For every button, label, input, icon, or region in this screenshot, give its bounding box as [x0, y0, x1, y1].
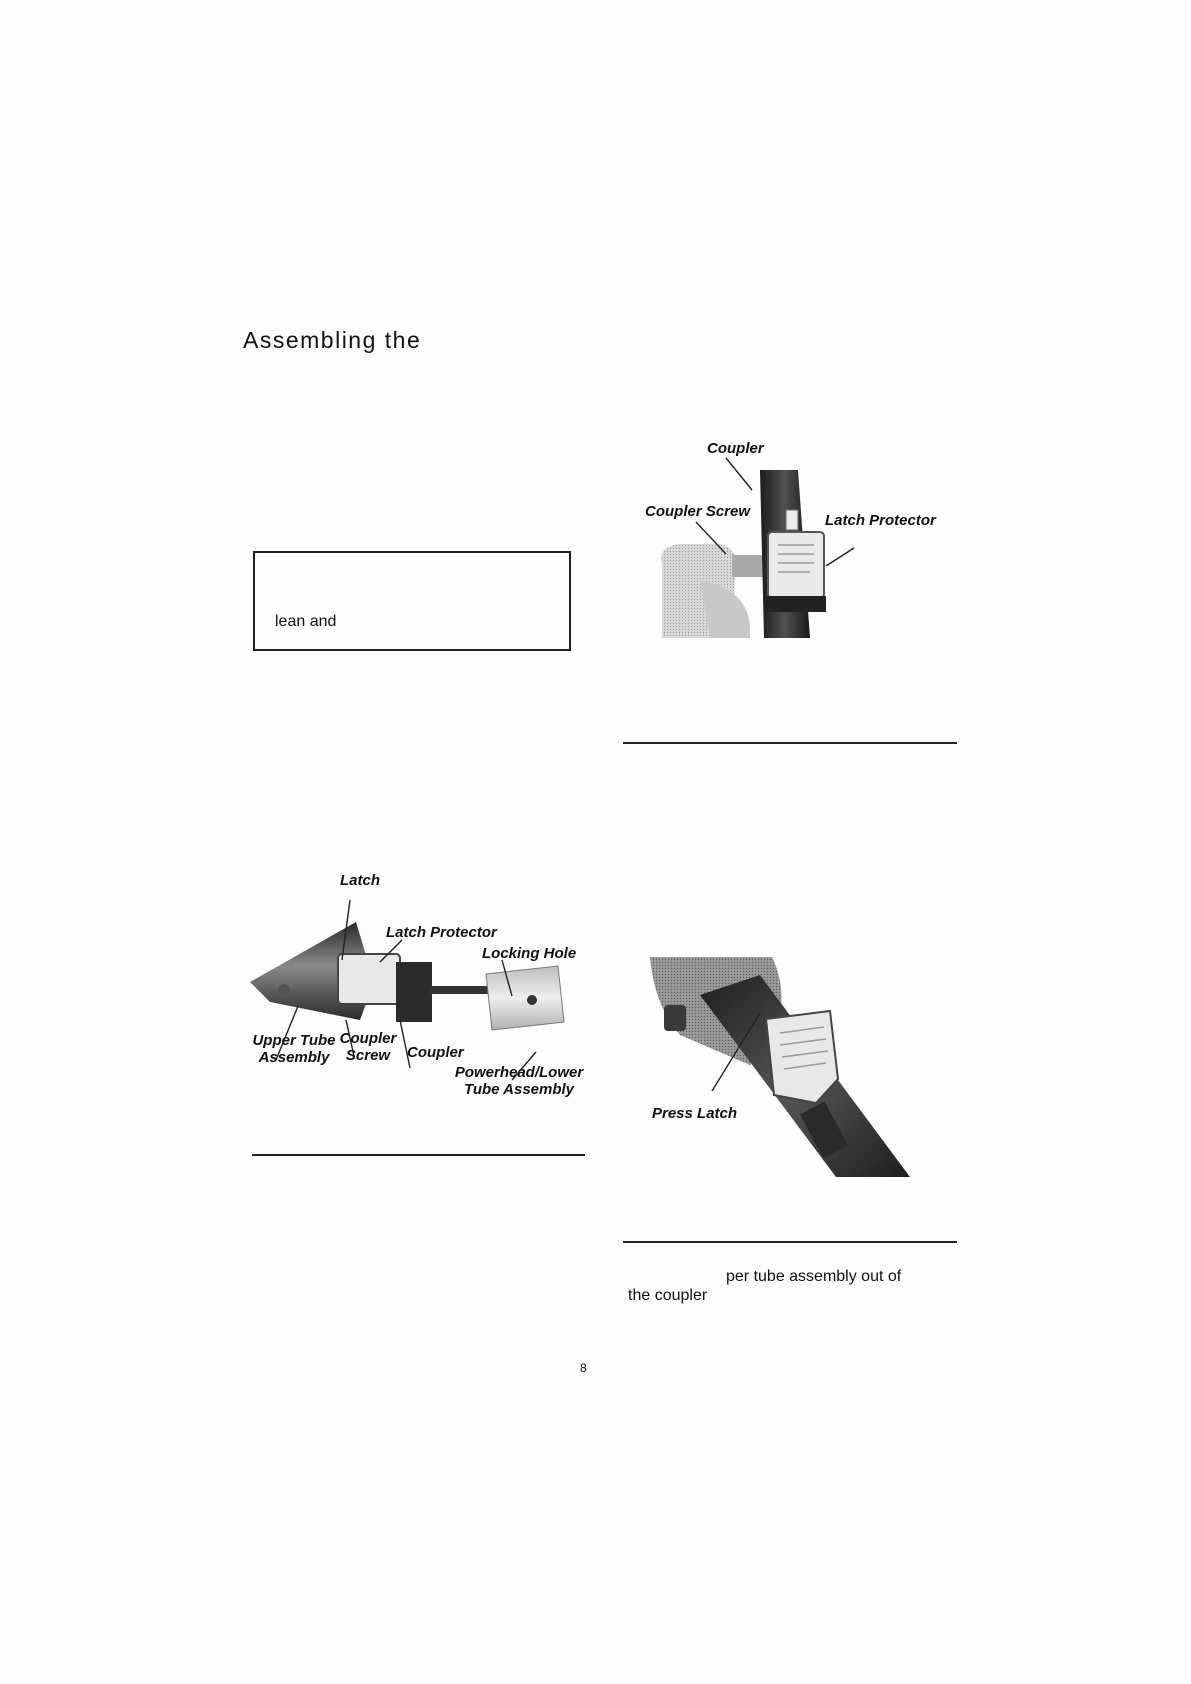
label-powerhead-line1: Powerhead/Lower	[454, 1064, 584, 1081]
body-text-line2: the coupler	[628, 1287, 708, 1304]
label-coupler-screw-2	[336, 1030, 400, 1064]
figure-assembly-diagram	[240, 870, 600, 1120]
divider-bottom-left	[252, 1154, 585, 1156]
label-press-latch: Press Latch	[652, 1105, 738, 1122]
label-powerhead-lower-tube	[454, 1064, 584, 1098]
divider-top-right	[623, 742, 957, 744]
label-powerhead-line2: Tube Assembly	[463, 1081, 575, 1098]
notice-box	[253, 551, 571, 651]
label-coupler: Coupler	[707, 440, 764, 457]
section-title: Assembling the	[243, 327, 422, 353]
press-latch-callouts	[640, 955, 940, 1185]
notice-text: lean and	[275, 613, 337, 630]
label-upper-tube-line2: Assembly	[258, 1049, 330, 1066]
figure-press-latch-photo	[640, 955, 940, 1185]
label-locking-hole: Locking Hole	[482, 945, 577, 962]
label-latch: Latch	[340, 872, 381, 889]
page-number: 8	[580, 1361, 587, 1375]
label-coupler-screw-line1: Coupler	[339, 1030, 397, 1047]
divider-bottom-right	[623, 1241, 957, 1243]
label-coupler-screw: Coupler Screw	[645, 503, 751, 520]
label-coupler-screw-line2: Screw	[345, 1047, 391, 1064]
label-coupler-2: Coupler	[407, 1044, 464, 1061]
label-upper-tube-line1: Upper Tube	[252, 1032, 336, 1049]
label-latch-protector: Latch Protector	[825, 512, 936, 529]
label-latch-protector-2: Latch Protector	[386, 924, 497, 941]
figure-coupler-photo	[600, 430, 960, 650]
coupler-photo-callouts	[600, 430, 960, 650]
body-text-line1: per tube assembly out of	[726, 1268, 902, 1285]
label-upper-tube-assembly	[248, 1032, 340, 1066]
